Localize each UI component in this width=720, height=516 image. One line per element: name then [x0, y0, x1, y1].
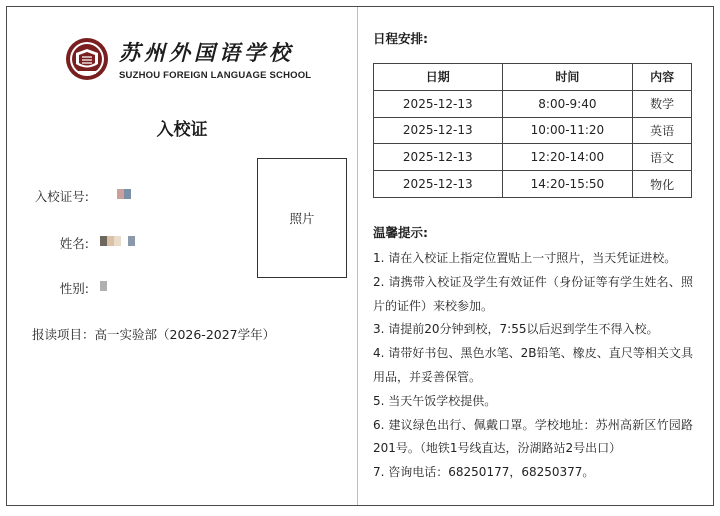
cell-subject: 语文: [633, 144, 692, 171]
cell-date: 2025-12-13: [374, 144, 503, 171]
cell-date: 2025-12-13: [374, 117, 503, 144]
name-redacted: [100, 236, 135, 246]
photo-label: 照片: [289, 211, 315, 226]
tip-item: 7. 咨询电话：68250177，68250377。: [373, 465, 595, 480]
school-header: [65, 37, 311, 81]
tip-item: 3. 请提前20分钟到校，7:55以后迟到学生不得入校。: [373, 322, 659, 337]
tip-item: 4. 请带好书包、黑色水笔、2B铅笔、橡皮、直尺等相关文具用品，并妥善保管。: [373, 346, 693, 384]
cell-time: 14:20-15:50: [502, 171, 633, 198]
cell-date: 2025-12-13: [374, 90, 503, 117]
id-number-redacted: [117, 189, 131, 199]
id-number-label: 入校证号:: [34, 189, 89, 204]
cell-subject: 数学: [633, 90, 692, 117]
table-row: [374, 144, 692, 171]
name-label: 姓名:: [59, 236, 89, 251]
tips-list: [373, 247, 693, 485]
tips-title: 温馨提示:: [373, 225, 428, 240]
gender-label: 性别:: [59, 281, 89, 296]
header-time: 时间: [502, 64, 633, 91]
tip-item: 2. 请携带入校证及学生有效证件（身份证等有学生姓名、照片的证件）来校参加。: [373, 274, 693, 313]
cell-time: 12:20-14:00: [502, 144, 633, 171]
cell-subject: 英语: [633, 117, 692, 144]
school-name-cn: 苏州外国语学校: [119, 40, 294, 65]
gender-redacted: [100, 281, 107, 291]
table-row: [374, 117, 692, 144]
header-subject: 内容: [633, 64, 692, 91]
school-name-en: SUZHOU FOREIGN LANGUAGE SCHOOL: [119, 70, 312, 81]
table-row: [374, 171, 692, 198]
tip-item: 5. 当天午饭学校提供。: [373, 393, 497, 408]
tip-item: 1. 请在入校证上指定位置贴上一寸照片，当天凭证进校。: [373, 251, 677, 265]
table-header-row: [374, 64, 692, 91]
cell-subject: 物化: [633, 171, 692, 198]
tip-item: 6. 建议绿色出行、佩戴口罩。学校地址：苏州高新区竹园路201号。（地铁1号线直达，汾湖路站2号出口）: [373, 417, 693, 456]
admission-card: [6, 6, 714, 506]
photo-placeholder: [257, 158, 347, 278]
table-row: [374, 90, 692, 117]
header-date: 日期: [374, 64, 503, 91]
schedule-table: [373, 63, 692, 198]
schedule-title: 日程安排:: [373, 31, 428, 46]
cell-time: 8:00-9:40: [502, 90, 633, 117]
panel-divider: [357, 7, 358, 505]
school-emblem-icon: [65, 37, 109, 81]
program-text: 报读项目：高一实验部（2026-2027学年）: [32, 327, 276, 342]
card-title: 入校证: [156, 120, 208, 140]
cell-date: 2025-12-13: [374, 171, 503, 198]
cell-time: 10:00-11:20: [502, 117, 633, 144]
